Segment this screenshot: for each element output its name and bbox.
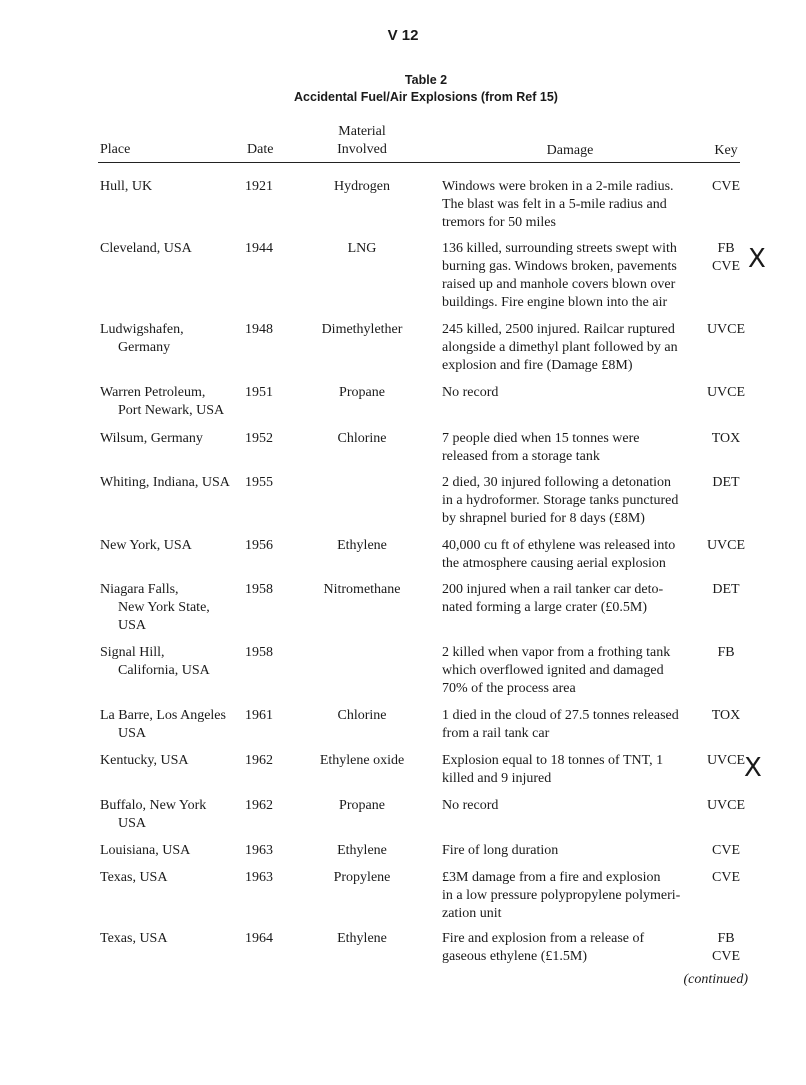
- cell-material: Nitromethane: [323, 582, 401, 597]
- cell-place-line: La Barre, Los Angeles: [100, 708, 226, 723]
- cell-place-line: Cleveland, USA: [100, 241, 192, 256]
- cell-place-continuation: Port Newark, USA: [118, 403, 225, 418]
- cell-place-continuation: Germany: [118, 340, 171, 355]
- cell-place-line: Niagara Falls,: [100, 582, 179, 597]
- cell-material: Chlorine: [337, 708, 387, 723]
- cell-place: [100, 321, 240, 357]
- cell-place: [100, 752, 240, 770]
- cell-place: [100, 178, 240, 196]
- cell-damage: 2 killed when vapor from a frothing tank which overflowed ignited and damaged 70% of the process area: [442, 645, 671, 696]
- cell-place: [100, 707, 240, 743]
- cell-date: 1958: [245, 582, 273, 597]
- cell-material: Propylene: [333, 870, 391, 885]
- cell-key: FB: [717, 645, 735, 660]
- cell-place-line: Wilsum, Germany: [100, 431, 203, 446]
- cell-key: CVE: [712, 179, 740, 194]
- cell-place: [100, 581, 240, 635]
- cell-damage: Windows were broken in a 2-mile radius. The blast was felt in a 5-mile radius and tremors for 50 miles: [442, 179, 674, 230]
- cell-key: DET: [712, 475, 740, 490]
- cell-damage: 1 died in the cloud of 27.5 tonnes released from a rail tank car: [442, 708, 679, 741]
- table-label: Table 2: [404, 73, 448, 87]
- cell-place-continuation: California, USA: [118, 663, 210, 678]
- header-material: Material Involved: [337, 124, 387, 157]
- cell-material: LNG: [347, 241, 377, 256]
- cell-key: UVCE: [706, 322, 746, 337]
- cell-place-continuation: USA: [118, 816, 147, 831]
- cell-place-line: Kentucky, USA: [100, 753, 189, 768]
- cell-date: 1962: [245, 753, 273, 768]
- cell-date: 1952: [245, 431, 273, 446]
- cell-date: 1921: [245, 179, 273, 194]
- cell-key: UVCE: [706, 385, 746, 400]
- cell-place-continuation: USA: [118, 726, 147, 741]
- cell-date: 1948: [245, 322, 273, 337]
- cell-damage: 40,000 cu ft of ethylene was released into the atmosphere causing aerial explosion: [442, 538, 676, 571]
- cell-key: TOX: [711, 431, 741, 446]
- cell-material: Ethylene: [337, 843, 387, 858]
- cell-place-line: Warren Petroleum,: [100, 385, 206, 400]
- table-caption: [0, 72, 806, 106]
- cell-place: [100, 240, 240, 258]
- cell-place-continuation: New York State, USA: [118, 600, 210, 633]
- cell-date: 1958: [245, 645, 273, 660]
- cell-date: 1961: [245, 708, 273, 723]
- cell-key: CVE: [712, 843, 740, 858]
- cell-place-line: Whiting, Indiana, USA: [100, 475, 230, 490]
- cell-damage: 245 killed, 2500 injured. Railcar ruptured alongside a dimethyl plant followed by an explosion and fire (Damage £8M): [442, 322, 678, 373]
- header-rule: [98, 162, 740, 163]
- cell-material: Hydrogen: [334, 179, 390, 194]
- cell-key: FB CVE: [712, 931, 740, 964]
- page-number: V 12: [387, 27, 419, 44]
- cell-damage: Fire and explosion from a release of gaseous ethylene (£1.5M): [442, 931, 645, 964]
- cell-damage: 7 people died when 15 tonnes were released from a storage tank: [442, 431, 640, 464]
- cell-damage: £3M damage from a fire and explosion in a low pressure polypropylene polymeri- zation unit: [442, 870, 681, 921]
- cell-place-line: Signal Hill,: [100, 645, 165, 660]
- cell-material: Ethylene: [337, 538, 387, 553]
- header-date: Date: [247, 142, 274, 157]
- cell-place-line: Hull, UK: [100, 179, 153, 194]
- cell-key: UVCE: [706, 538, 746, 553]
- cell-place: [100, 842, 240, 860]
- cell-date: 1962: [245, 798, 273, 813]
- cell-key: UVCE: [706, 753, 746, 768]
- cell-key: CVE: [712, 870, 740, 885]
- continued-note: (continued): [683, 972, 748, 987]
- header-key: Key: [714, 143, 738, 158]
- cell-damage: 136 killed, surrounding streets swept with burning gas. Windows broken, pavements raised up and manhole covers blown over buildings. Fire engine blown into the air: [442, 241, 677, 310]
- cell-date: 1955: [245, 475, 273, 490]
- cell-material: Dimethylether: [321, 322, 403, 337]
- cell-material: Ethylene oxide: [319, 753, 405, 768]
- cell-date: 1964: [245, 931, 273, 946]
- header-damage: Damage: [546, 143, 594, 158]
- cell-place-line: New York, USA: [100, 538, 192, 553]
- handwritten-x-mark: X: [744, 753, 762, 783]
- handwritten-x-mark: X: [748, 244, 766, 274]
- cell-place: [100, 930, 240, 948]
- cell-damage: 200 injured when a rail tanker car deto- nated forming a large crater (£0.5M): [442, 582, 664, 615]
- cell-place-line: Texas, USA: [100, 870, 168, 885]
- cell-place: [100, 869, 240, 887]
- cell-key: TOX: [711, 708, 741, 723]
- cell-date: 1956: [245, 538, 273, 553]
- cell-key: DET: [712, 582, 740, 597]
- cell-place-line: Louisiana, USA: [100, 843, 191, 858]
- cell-place-line: Buffalo, New York: [100, 798, 207, 813]
- cell-damage: 2 died, 30 injured following a detonation in a hydroformer. Storage tanks punctured by shrapnel buried for 8 days (£8M): [442, 475, 679, 526]
- cell-place: [100, 384, 240, 420]
- cell-place: [100, 474, 240, 492]
- cell-material: Chlorine: [337, 431, 387, 446]
- cell-date: 1963: [245, 870, 273, 885]
- cell-key: UVCE: [706, 798, 746, 813]
- cell-place: [100, 644, 240, 680]
- cell-damage: No record: [442, 385, 499, 400]
- cell-place-line: Ludwigshafen,: [100, 322, 184, 337]
- cell-damage: Fire of long duration: [442, 843, 559, 858]
- cell-material: Propane: [339, 798, 385, 813]
- cell-date: 1944: [245, 241, 273, 256]
- cell-date: 1963: [245, 843, 273, 858]
- cell-material: Ethylene: [337, 931, 387, 946]
- cell-place: [100, 797, 240, 833]
- cell-date: 1951: [245, 385, 273, 400]
- cell-key: FB CVE: [712, 241, 740, 274]
- cell-place: [100, 537, 240, 555]
- cell-material: Propane: [339, 385, 385, 400]
- cell-damage: Explosion equal to 18 tonnes of TNT, 1 killed and 9 injured: [442, 753, 664, 786]
- header-place: Place: [100, 142, 131, 157]
- cell-place: [100, 430, 240, 448]
- cell-place-line: Texas, USA: [100, 931, 168, 946]
- cell-damage: No record: [442, 798, 499, 813]
- table-title: Accidental Fuel/Air Explosions (from Ref 15): [294, 90, 558, 104]
